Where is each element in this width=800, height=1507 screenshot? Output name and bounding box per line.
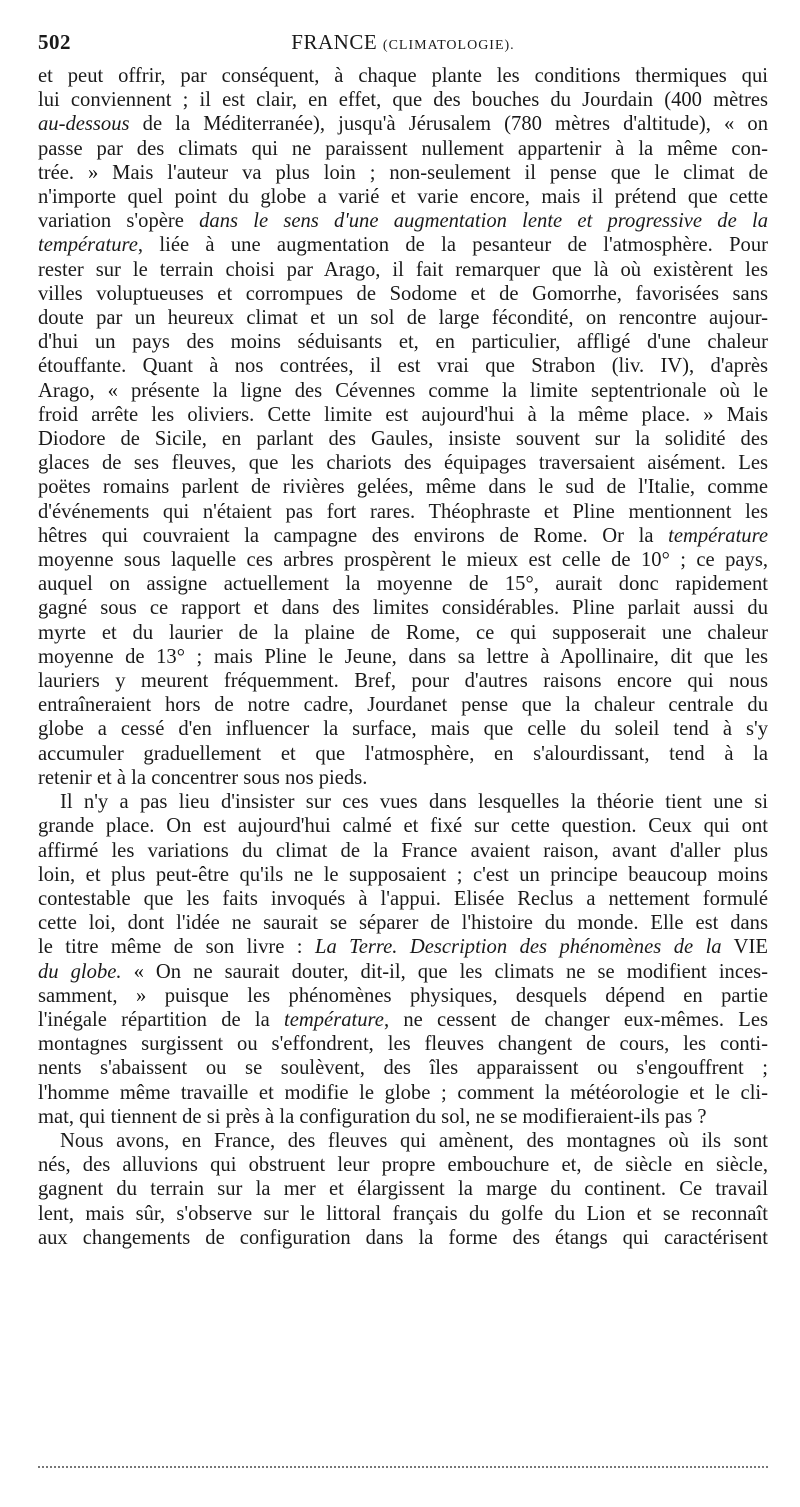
page	[38, 30, 768, 1250]
text-line: gagné sous ce rapport et dans des limites considérables. Pline parlait aussi du	[38, 597, 768, 620]
text-line: le titre même de son livre : La Terre. Description des phénomènes de la VIE	[38, 936, 768, 959]
text-line: nés, des alluvions qui obstruent leur propre embouchure et, de siècle en siècle,	[38, 1154, 768, 1177]
text-line: Il n'y a pas lieu d'insister sur ces vues dans lesquelles la théorie tient une si	[60, 791, 768, 814]
text-line: accumuler graduellement et que l'atmosphère, en s'alourdissant, tend à la	[38, 742, 768, 765]
text-line: rester sur le terrain choisi par Arago, il fait remarquer que là où existèrent les	[38, 258, 768, 281]
text-line: lauriers y meurent fréquemment. Bref, pour d'autres raisons encore qui nous	[38, 670, 768, 693]
running-header	[38, 30, 768, 64]
header-title: FRANCE	[291, 30, 378, 54]
footer-rule	[38, 1466, 768, 1471]
text-line: du globe. « On ne saurait douter, dit-il, que les climats ne se modifient inces-	[38, 960, 768, 983]
text-line: Diodore de Sicile, en parlant des Gaules, insiste souvent sur la solidité des	[38, 428, 768, 451]
text-line: glaces de ses fleuves, que les chariots des équipages traversaient aisément. Les	[38, 452, 768, 475]
text-line: villes voluptueuses et corrompues de Sodome et de Gomorrhe, favorisées sans	[38, 282, 768, 305]
paragraph	[38, 64, 768, 790]
header-subtitle: (CLIMATOLOGIE).	[382, 38, 515, 53]
text-line: d'hui un pays des moins séduisants et, en particulier, affligé d'une chaleur	[38, 331, 768, 354]
text-line: au-dessous de la Méditerranée), jusqu'à Jérusalem (780 mètres d'altitude), « on	[38, 113, 768, 136]
text-line: retenir et à la concentrer sous nos pieds.	[38, 766, 368, 789]
text-line: mat, qui tiennent de si près à la configuration du sol, ne se modifieraient-ils pas ?	[38, 1105, 707, 1128]
paragraph	[38, 790, 768, 1129]
text-line: passe par des climats qui ne paraissent nullement appartenir à la même con-	[38, 137, 768, 160]
text-line: aux changements de configuration dans la forme des étangs qui caractérisent	[38, 1226, 768, 1249]
text-line: étouffante. Quant à nos contrées, il est vrai que Strabon (liv. IV), d'après	[38, 355, 768, 378]
page-number: 502	[38, 30, 71, 54]
text-line: cette loi, dont l'idée ne saurait se séparer de l'histoire du monde. Elle est dans	[38, 912, 768, 935]
text-line: globe a cessé d'en influencer la surface, mais que celle du soleil tend à s'y	[38, 718, 768, 741]
text-line: d'événements qui n'étaient pas fort rares. Théophraste et Pline mentionnent les	[38, 500, 768, 523]
text-line: moyenne de 13° ; mais Pline le Jeune, dans sa lettre à Apollinaire, dit que les	[38, 645, 768, 668]
text-line: l'homme même travaille et modifie le globe ; comment la météorologie et le cli-	[38, 1081, 768, 1104]
text-line: nents s'abaissent ou se soulèvent, des îles apparaissent ou s'engouffrent ;	[38, 1057, 768, 1080]
text-line: entraîneraient hors de notre cadre, Jourdanet pense que la chaleur centrale du	[38, 694, 768, 717]
text-line: loin, et plus peut-être qu'ils ne le supposaient ; c'est un principe beaucoup moins	[38, 863, 768, 886]
text-line: lui conviennent ; il est clair, en effet, que des bouches du Jourdain (400 mètres	[38, 89, 768, 112]
text-line: froid arrête les oliviers. Cette limite est aujourd'hui à la même place. » Mais	[38, 403, 768, 426]
body-text	[38, 64, 768, 1250]
text-line: moyenne sous laquelle ces arbres prospèrent le mieux est celle de 10° ; ce pays,	[38, 549, 768, 572]
paragraph	[38, 1129, 768, 1250]
text-line: Nous avons, en France, des fleuves qui amènent, des montagnes où ils sont	[60, 1129, 768, 1152]
text-line: l'inégale répartition de la température, ne cessent de changer eux-mêmes. Les	[38, 1008, 768, 1031]
text-line: montagnes surgissent ou s'effondrent, les fleuves changent de cours, les conti-	[38, 1033, 768, 1056]
running-title	[38, 30, 768, 55]
text-line: lent, mais sûr, s'observe sur le littoral français du golfe du Lion et se reconnaît	[38, 1202, 768, 1225]
text-line: et peut offrir, par conséquent, à chaque plante les conditions thermiques qui	[38, 65, 768, 87]
text-line: doute par un heureux climat et un sol de large fécondité, on rencontre aujour-	[38, 307, 768, 330]
text-line: hêtres qui couvraient la campagne des environs de Rome. Or la température	[38, 524, 768, 547]
text-line: grande place. On est aujourd'hui calmé et fixé sur cette question. Ceux qui ont	[38, 815, 768, 838]
text-line: trée. » Mais l'auteur va plus loin ; non-seulement il pense que le climat de	[38, 161, 768, 184]
text-line: n'importe quel point du globe a varié et varie encore, mais il prétend que cette	[38, 186, 768, 209]
text-line: myrte et du laurier de la plaine de Rome, ce qui supposerait une chaleur	[38, 621, 768, 644]
text-line: variation s'opère dans le sens d'une augmentation lente et progressive de la	[38, 210, 768, 233]
text-line: auquel on assigne actuellement la moyenne de 15°, aurait donc rapidement	[38, 573, 768, 596]
text-line: samment, » puisque les phénomènes physiques, desquels dépend en partie	[38, 984, 768, 1007]
text-line: poëtes romains parlent de rivières gelées, même dans le sud de l'Italie, comme	[38, 476, 768, 499]
text-line: affirmé les variations du climat de la France avaient raison, avant d'aller plus	[38, 839, 768, 862]
text-line: gagnent du terrain sur la mer et élargissent la marge du continent. Ce travail	[38, 1178, 768, 1201]
text-line: température, liée à une augmentation de la pesanteur de l'atmosphère. Pour	[38, 234, 768, 257]
text-line: contestable que les faits invoqués à l'appui. Elisée Reclus a nettement formulé	[38, 887, 768, 910]
text-line: Arago, « présente la ligne des Cévennes comme la limite septentrionale où le	[38, 379, 768, 402]
